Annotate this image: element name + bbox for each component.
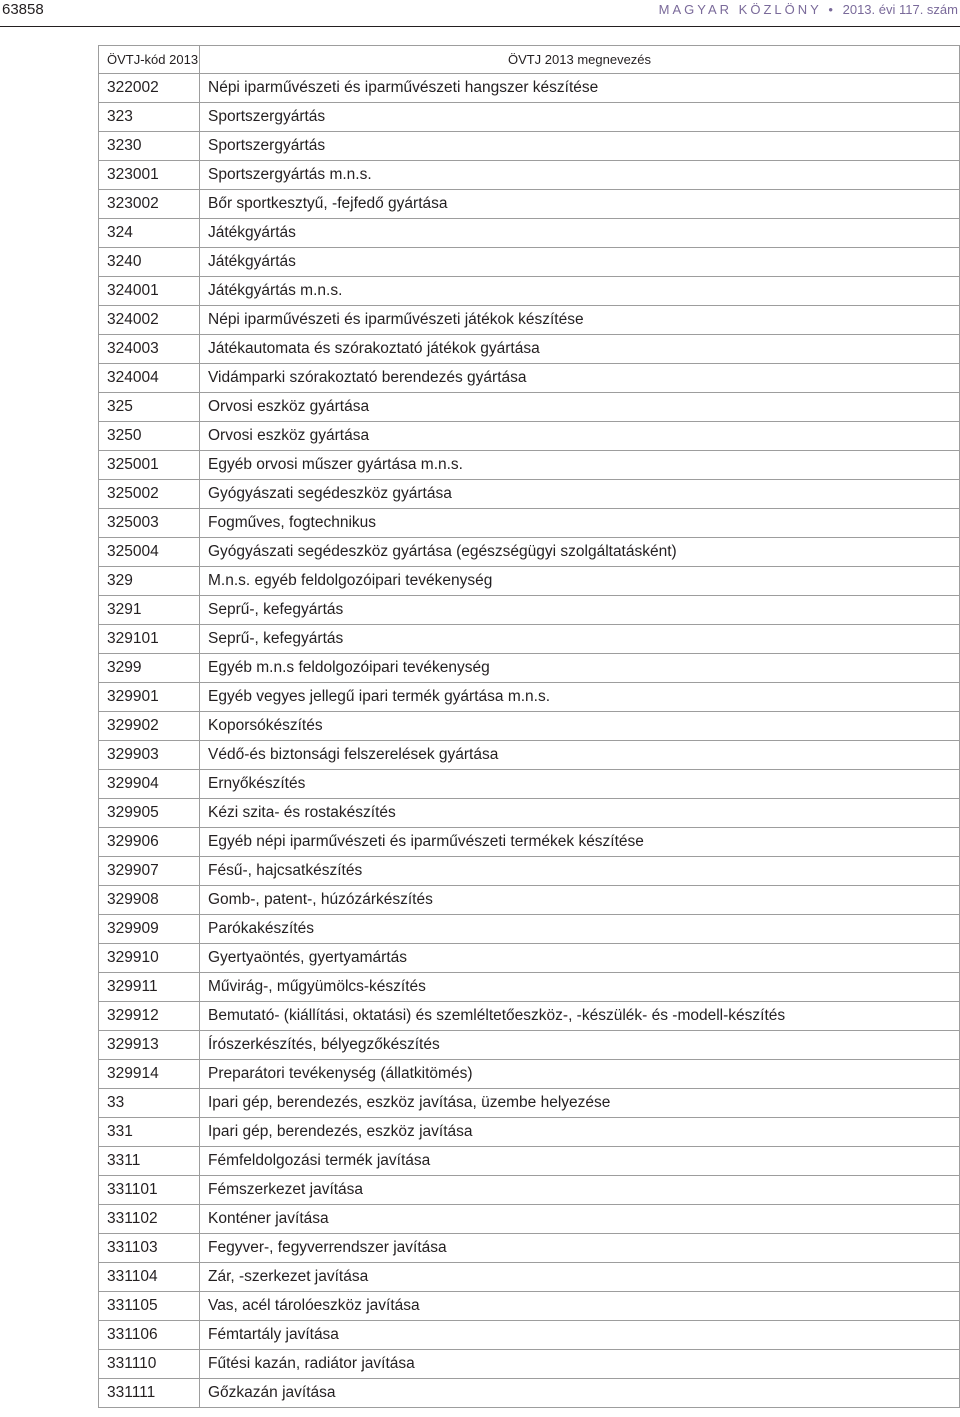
name-cell: Játékgyártás m.n.s.: [200, 277, 960, 306]
code-cell: 323002: [99, 190, 200, 219]
code-cell: 325: [99, 393, 200, 422]
table-row: [99, 1147, 960, 1176]
table-row: [99, 1379, 960, 1408]
name-cell: Sportszergyártás: [200, 132, 960, 161]
name-cell: Zár, -szerkezet javítása: [200, 1263, 960, 1292]
page-header: [0, 0, 960, 27]
code-cell: 329913: [99, 1031, 200, 1060]
name-cell: Ipari gép, berendezés, eszköz javítása: [200, 1118, 960, 1147]
table-row: [99, 1292, 960, 1321]
name-cell: Fésű-, hajcsatkészítés: [200, 857, 960, 886]
name-cell: Seprű-, kefegyártás: [200, 625, 960, 654]
table-row: [99, 248, 960, 277]
name-cell: Művirág-, műgyümölcs-készítés: [200, 973, 960, 1002]
code-cell: 331102: [99, 1205, 200, 1234]
table-row: [99, 132, 960, 161]
name-cell: Sportszergyártás m.n.s.: [200, 161, 960, 190]
table-row: [99, 1234, 960, 1263]
table-row: [99, 712, 960, 741]
name-cell: Ipari gép, berendezés, eszköz javítása, üzembe helyezése: [200, 1089, 960, 1118]
name-cell: Bőr sportkesztyű, -fejfedő gyártása: [200, 190, 960, 219]
name-cell: Fegyver-, fegyverrendszer javítása: [200, 1234, 960, 1263]
table-row: [99, 335, 960, 364]
name-cell: Írószerkészítés, bélyegzőkészítés: [200, 1031, 960, 1060]
activity-code-table: [98, 45, 960, 1408]
name-cell: Orvosi eszköz gyártása: [200, 393, 960, 422]
name-cell: Fűtési kazán, radiátor javítása: [200, 1350, 960, 1379]
code-cell: 331106: [99, 1321, 200, 1350]
name-cell: Orvosi eszköz gyártása: [200, 422, 960, 451]
name-cell: Preparátori tevékenység (állatkitömés): [200, 1060, 960, 1089]
page-number: 63858: [2, 1, 44, 18]
code-cell: 329907: [99, 857, 200, 886]
table-row: [99, 422, 960, 451]
table-row: [99, 1176, 960, 1205]
table-row: [99, 1205, 960, 1234]
code-cell: 323: [99, 103, 200, 132]
name-cell: Fogműves, fogtechnikus: [200, 509, 960, 538]
name-cell: Gomb-, patent-, húzózárkészítés: [200, 886, 960, 915]
table-row: [99, 683, 960, 712]
code-cell: 331101: [99, 1176, 200, 1205]
issue-label: 2013. évi 117. szám: [842, 2, 958, 17]
code-cell: 331110: [99, 1350, 200, 1379]
code-cell: 322002: [99, 74, 200, 103]
table-row: [99, 799, 960, 828]
name-cell: Konténer javítása: [200, 1205, 960, 1234]
code-cell: 325003: [99, 509, 200, 538]
code-cell: 329101: [99, 625, 200, 654]
code-cell: 329912: [99, 1002, 200, 1031]
table-row: [99, 1002, 960, 1031]
table-row: [99, 1263, 960, 1292]
code-cell: 3230: [99, 132, 200, 161]
name-cell: Gyógyászati segédeszköz gyártása (egészségügyi szolgáltatásként): [200, 538, 960, 567]
code-cell: 329904: [99, 770, 200, 799]
code-cell: 324: [99, 219, 200, 248]
table-row: [99, 973, 960, 1002]
code-cell: 329908: [99, 886, 200, 915]
table-row: [99, 306, 960, 335]
name-cell: Fémtartály javítása: [200, 1321, 960, 1350]
table-row: [99, 625, 960, 654]
table-row: [99, 857, 960, 886]
code-cell: 329910: [99, 944, 200, 973]
name-column-header: ÖVTJ 2013 megnevezés: [200, 46, 960, 74]
name-cell: Játékgyártás: [200, 219, 960, 248]
name-cell: Fémszerkezet javítása: [200, 1176, 960, 1205]
journal-title: MAGYAR KÖZLÖNY: [658, 2, 822, 17]
bullet-separator: •: [828, 2, 833, 17]
table-row: [99, 915, 960, 944]
code-cell: 329911: [99, 973, 200, 1002]
code-cell: 329: [99, 567, 200, 596]
code-cell: 323001: [99, 161, 200, 190]
name-cell: Bemutató- (kiállítási, oktatási) és szemléltetőeszköz-, -készülék- és -modell-készítés: [200, 1002, 960, 1031]
table-row: [99, 1321, 960, 1350]
code-cell: 331104: [99, 1263, 200, 1292]
code-cell: 331: [99, 1118, 200, 1147]
table-row: [99, 219, 960, 248]
table-row: [99, 654, 960, 683]
code-cell: 3291: [99, 596, 200, 625]
name-cell: Gyógyászati segédeszköz gyártása: [200, 480, 960, 509]
code-cell: 324004: [99, 364, 200, 393]
table-row: [99, 567, 960, 596]
table-row: [99, 451, 960, 480]
name-cell: Sportszergyártás: [200, 103, 960, 132]
table-row: [99, 886, 960, 915]
table-row: [99, 74, 960, 103]
code-cell: 324001: [99, 277, 200, 306]
name-cell: Seprű-, kefegyártás: [200, 596, 960, 625]
name-cell: Koporsókészítés: [200, 712, 960, 741]
code-cell: 324003: [99, 335, 200, 364]
code-cell: 325002: [99, 480, 200, 509]
code-cell: 325004: [99, 538, 200, 567]
table-row: [99, 277, 960, 306]
name-cell: Népi iparművészeti és iparművészeti játékok készítése: [200, 306, 960, 335]
table-row: [99, 538, 960, 567]
table-row: [99, 770, 960, 799]
table-row: [99, 393, 960, 422]
code-column-header: ÖVTJ-kód 2013: [99, 46, 200, 74]
table-row: [99, 364, 960, 393]
code-cell: 3299: [99, 654, 200, 683]
code-cell: 329901: [99, 683, 200, 712]
name-cell: Játékautomata és szórakoztató játékok gyártása: [200, 335, 960, 364]
table-row: [99, 103, 960, 132]
name-cell: Egyéb népi iparművészeti és iparművészeti termékek készítése: [200, 828, 960, 857]
code-cell: 329903: [99, 741, 200, 770]
code-cell: 3240: [99, 248, 200, 277]
table-row: [99, 1350, 960, 1379]
table-row: [99, 828, 960, 857]
table-row: [99, 509, 960, 538]
name-cell: Gőzkazán javítása: [200, 1379, 960, 1408]
code-cell: 325001: [99, 451, 200, 480]
code-cell: 329902: [99, 712, 200, 741]
table-row: [99, 741, 960, 770]
code-cell: 331103: [99, 1234, 200, 1263]
name-cell: Egyéb orvosi műszer gyártása m.n.s.: [200, 451, 960, 480]
code-cell: 3250: [99, 422, 200, 451]
name-cell: Egyéb m.n.s feldolgozóipari tevékenység: [200, 654, 960, 683]
table-row: [99, 480, 960, 509]
name-cell: Játékgyártás: [200, 248, 960, 277]
name-cell: Gyertyaöntés, gyertyamártás: [200, 944, 960, 973]
code-cell: 331105: [99, 1292, 200, 1321]
code-cell: 331111: [99, 1379, 200, 1408]
table-row: [99, 596, 960, 625]
code-cell: 329906: [99, 828, 200, 857]
table-header-row: [99, 46, 960, 74]
name-cell: Ernyőkészítés: [200, 770, 960, 799]
code-cell: 3311: [99, 1147, 200, 1176]
name-cell: Népi iparművészeti és iparművészeti hangszer készítése: [200, 74, 960, 103]
table-row: [99, 1089, 960, 1118]
name-cell: Vas, acél tárolóeszköz javítása: [200, 1292, 960, 1321]
journal-info: [659, 2, 958, 17]
name-cell: Védő-és biztonsági felszerelések gyártása: [200, 741, 960, 770]
code-cell: 329909: [99, 915, 200, 944]
table-body: [99, 74, 960, 1408]
table-row: [99, 1031, 960, 1060]
name-cell: Parókakészítés: [200, 915, 960, 944]
table-row: [99, 161, 960, 190]
name-cell: Fémfeldolgozási termék javítása: [200, 1147, 960, 1176]
table-row: [99, 190, 960, 219]
table-row: [99, 1060, 960, 1089]
code-cell: 324002: [99, 306, 200, 335]
name-cell: Egyéb vegyes jellegű ipari termék gyártása m.n.s.: [200, 683, 960, 712]
table-row: [99, 1118, 960, 1147]
code-cell: 329905: [99, 799, 200, 828]
code-cell: 329914: [99, 1060, 200, 1089]
code-cell: 33: [99, 1089, 200, 1118]
table-row: [99, 944, 960, 973]
name-cell: Vidámparki szórakoztató berendezés gyártása: [200, 364, 960, 393]
name-cell: M.n.s. egyéb feldolgozóipari tevékenység: [200, 567, 960, 596]
name-cell: Kézi szita- és rostakészítés: [200, 799, 960, 828]
